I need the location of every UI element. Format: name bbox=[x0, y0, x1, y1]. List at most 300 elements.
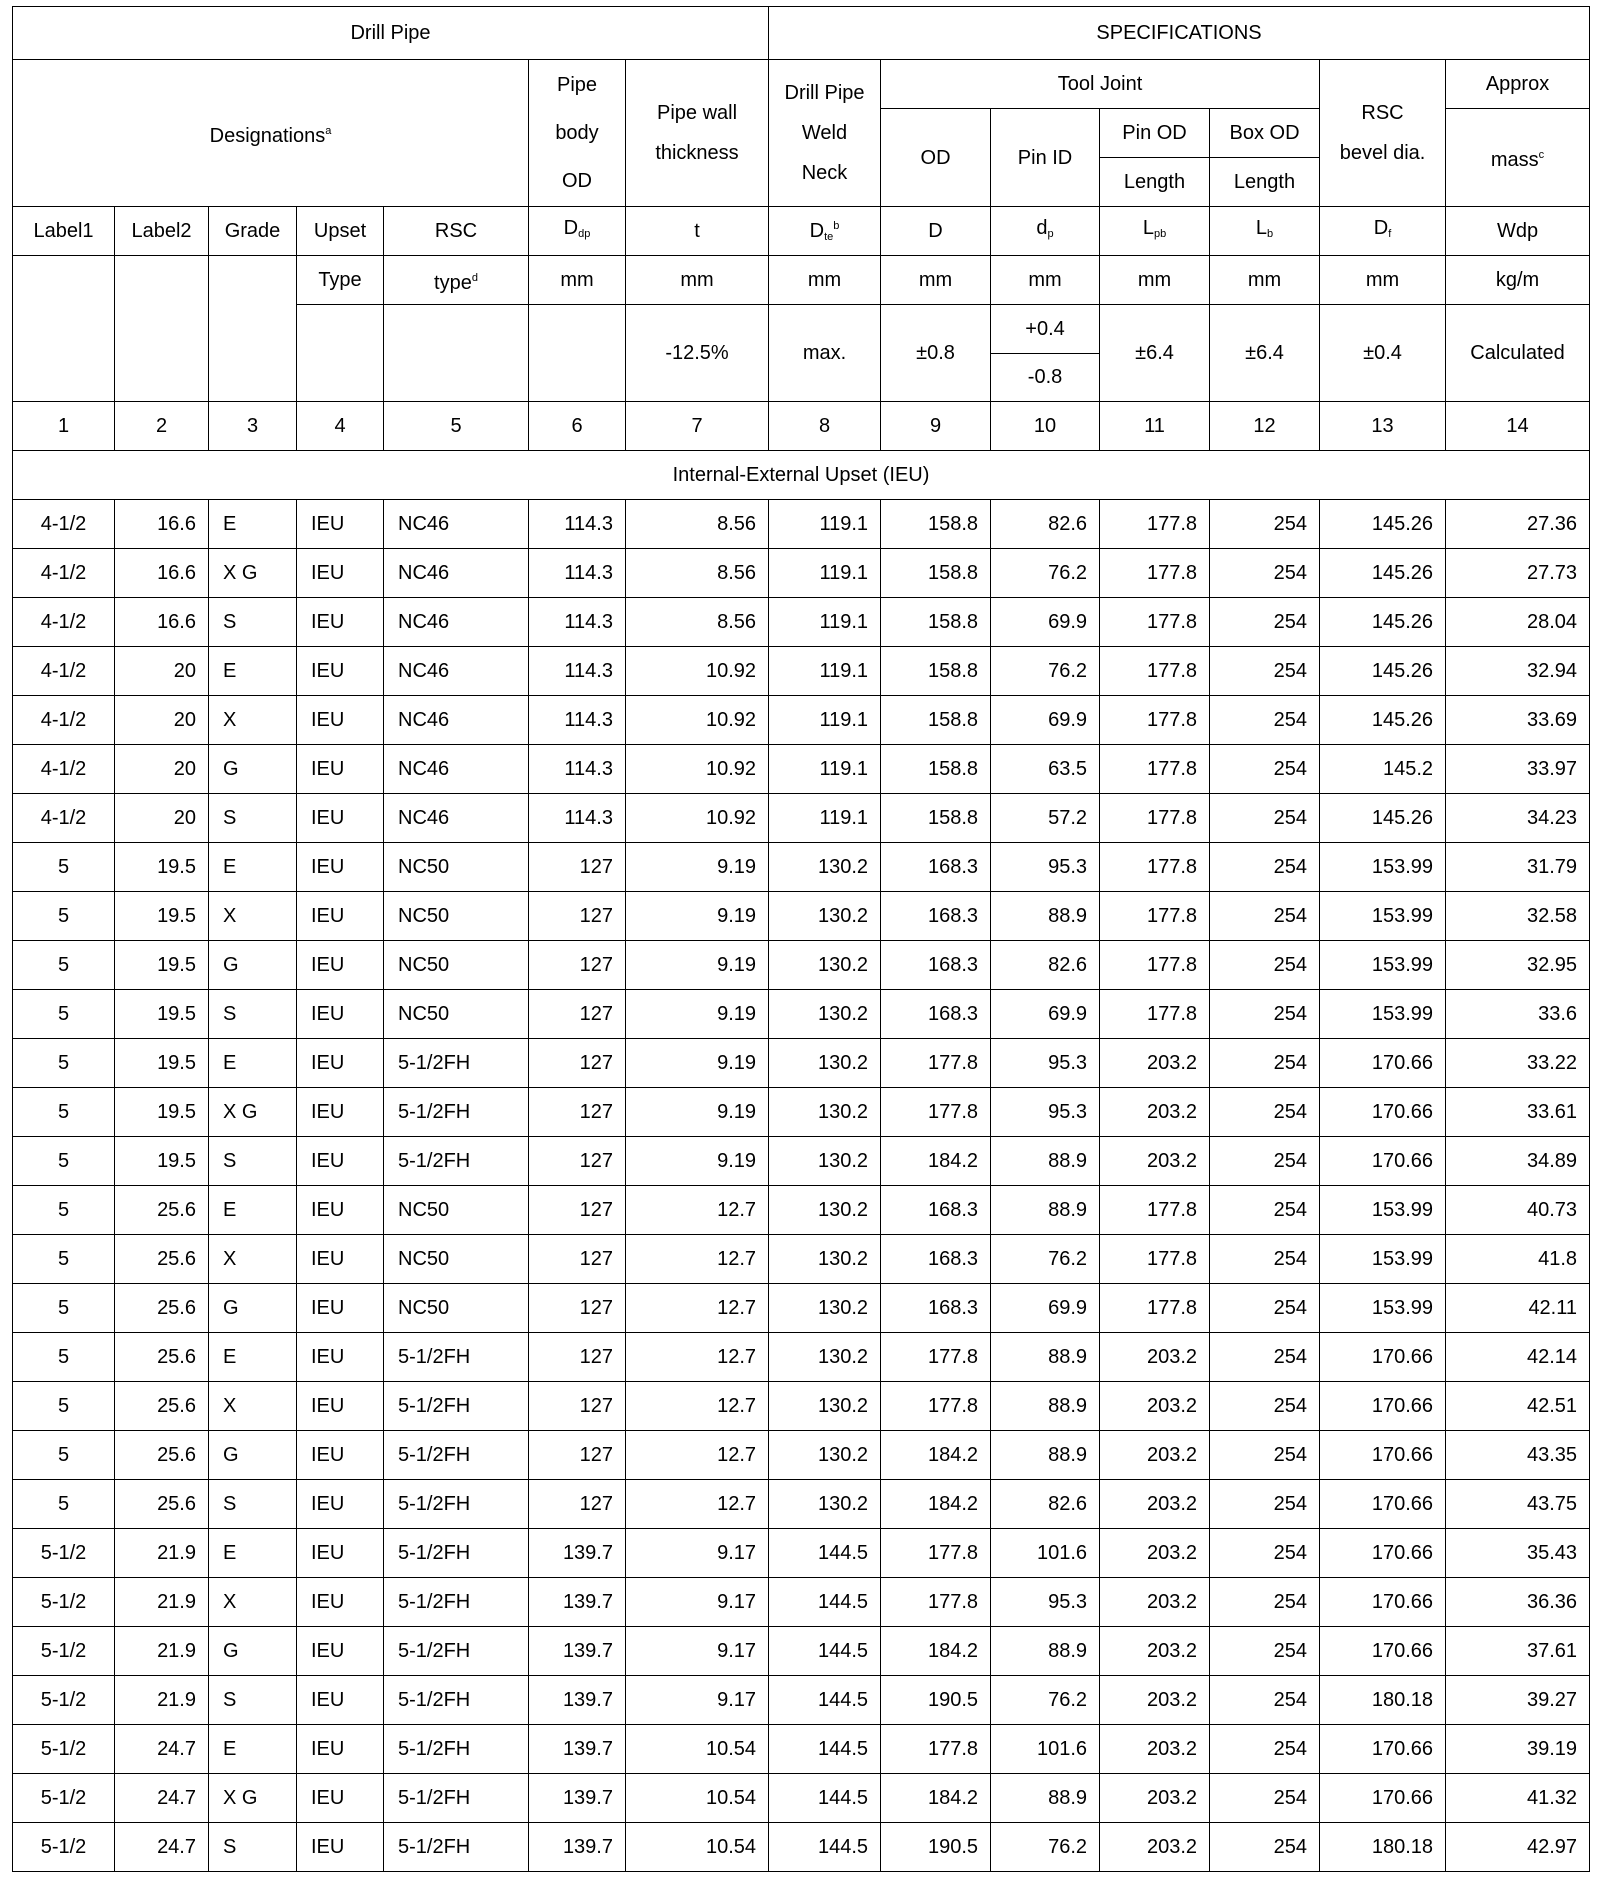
cell-pin-id: 95.3 bbox=[991, 1578, 1100, 1627]
cell-pin-od-length: 177.8 bbox=[1100, 745, 1210, 794]
cell-label2: 21.9 bbox=[115, 1627, 209, 1676]
cell-label2: 19.5 bbox=[115, 843, 209, 892]
cell-pin-id: 76.2 bbox=[991, 1676, 1100, 1725]
cell-pipe-body-od: 114.3 bbox=[529, 549, 626, 598]
cell-label1: 5-1/2 bbox=[13, 1676, 115, 1725]
cell-approx-mass: 32.58 bbox=[1446, 892, 1590, 941]
cell-approx-mass: 41.32 bbox=[1446, 1774, 1590, 1823]
cell-label1: 4-1/2 bbox=[13, 647, 115, 696]
table-body bbox=[13, 500, 1590, 1872]
cell-pin-od-length: 177.8 bbox=[1100, 549, 1210, 598]
cell-rsc-type: NC46 bbox=[384, 598, 529, 647]
cell-grade: S bbox=[209, 794, 297, 843]
cell-approx-mass: 32.94 bbox=[1446, 647, 1590, 696]
cell-wall-thickness: 9.17 bbox=[626, 1676, 769, 1725]
cell-tool-joint-od: 177.8 bbox=[881, 1529, 991, 1578]
cell-label2: 19.5 bbox=[115, 892, 209, 941]
column-number: 12 bbox=[1210, 402, 1320, 451]
cell-upset: IEU bbox=[297, 794, 384, 843]
tol-c10-minus: -0.8 bbox=[1027, 365, 1063, 388]
cell-pin-od-length: 203.2 bbox=[1100, 1774, 1210, 1823]
cell-label1: 5 bbox=[13, 892, 115, 941]
cell-wall-thickness: 10.92 bbox=[626, 696, 769, 745]
cell-pin-od-length: 177.8 bbox=[1100, 1284, 1210, 1333]
cell-pipe-body-od: 139.7 bbox=[529, 1823, 626, 1872]
cell-box-od-length: 254 bbox=[1210, 1725, 1320, 1774]
cell-pipe-body-od: 127 bbox=[529, 892, 626, 941]
table-row bbox=[13, 941, 1590, 990]
rsc-heading: RSC bbox=[384, 207, 529, 256]
cell-wall-thickness: 10.92 bbox=[626, 745, 769, 794]
cell-pipe-body-od: 127 bbox=[529, 1333, 626, 1382]
cell-label1: 5 bbox=[13, 1039, 115, 1088]
cell-pipe-body-od: 127 bbox=[529, 1137, 626, 1186]
cell-wall-thickness: 9.17 bbox=[626, 1529, 769, 1578]
unit-c14: kg/m bbox=[1446, 256, 1590, 305]
cell-tool-joint-od: 177.8 bbox=[881, 1725, 991, 1774]
table-row bbox=[13, 1039, 1590, 1088]
box-od-heading: Box OD bbox=[1210, 109, 1320, 158]
cell-tool-joint-od: 158.8 bbox=[881, 794, 991, 843]
cell-pin-id: 82.6 bbox=[991, 1480, 1100, 1529]
cell-wall-thickness: 9.19 bbox=[626, 892, 769, 941]
cell-pin-od-length: 203.2 bbox=[1100, 1529, 1210, 1578]
weld-neck-line-3: Neck bbox=[801, 162, 848, 184]
cell-pin-od-length: 203.2 bbox=[1100, 1823, 1210, 1872]
cell-rsc-bevel-dia: 170.66 bbox=[1320, 1725, 1446, 1774]
rsc-tol-blank bbox=[384, 305, 529, 402]
pipe-wall-thickness-line-1: Pipe wall bbox=[656, 102, 738, 124]
cell-approx-mass: 40.73 bbox=[1446, 1186, 1590, 1235]
cell-approx-mass: 33.69 bbox=[1446, 696, 1590, 745]
cell-grade: X bbox=[209, 696, 297, 745]
cell-weld-neck-od: 130.2 bbox=[769, 843, 881, 892]
cell-label2: 24.7 bbox=[115, 1725, 209, 1774]
table-header bbox=[13, 7, 1590, 500]
cell-grade: X bbox=[209, 1235, 297, 1284]
designations-label: Designations bbox=[209, 124, 326, 147]
cell-tool-joint-od: 177.8 bbox=[881, 1333, 991, 1382]
cell-box-od-length: 254 bbox=[1210, 696, 1320, 745]
cell-tool-joint-od: 168.3 bbox=[881, 1186, 991, 1235]
specifications-heading: SPECIFICATIONS bbox=[769, 7, 1590, 60]
t-symbol: t bbox=[626, 207, 769, 256]
cell-grade: E bbox=[209, 1333, 297, 1382]
cell-pin-id: 88.9 bbox=[991, 1137, 1100, 1186]
table-row bbox=[13, 1823, 1590, 1872]
cell-upset: IEU bbox=[297, 696, 384, 745]
cell-pipe-body-od: 127 bbox=[529, 1186, 626, 1235]
cell-pipe-body-od: 139.7 bbox=[529, 1676, 626, 1725]
cell-label1: 4-1/2 bbox=[13, 794, 115, 843]
cell-label2: 20 bbox=[115, 647, 209, 696]
cell-grade: X G bbox=[209, 1088, 297, 1137]
cell-approx-mass: 34.89 bbox=[1446, 1137, 1590, 1186]
cell-tool-joint-od: 158.8 bbox=[881, 647, 991, 696]
cell-label2: 25.6 bbox=[115, 1235, 209, 1284]
cell-approx-mass: 34.23 bbox=[1446, 794, 1590, 843]
cell-label2: 25.6 bbox=[115, 1480, 209, 1529]
cell-box-od-length: 254 bbox=[1210, 1039, 1320, 1088]
cell-rsc-bevel-dia: 170.66 bbox=[1320, 1529, 1446, 1578]
cell-wall-thickness: 9.19 bbox=[626, 843, 769, 892]
cell-label1: 4-1/2 bbox=[13, 745, 115, 794]
dte-symbol bbox=[769, 207, 881, 256]
cell-grade: E bbox=[209, 843, 297, 892]
cell-wall-thickness: 9.19 bbox=[626, 941, 769, 990]
cell-rsc-type: NC50 bbox=[384, 941, 529, 990]
column-number: 10 bbox=[991, 402, 1100, 451]
cell-tool-joint-od: 184.2 bbox=[881, 1137, 991, 1186]
cell-weld-neck-od: 119.1 bbox=[769, 549, 881, 598]
table-row bbox=[13, 1578, 1590, 1627]
lpb-symbol bbox=[1100, 207, 1210, 256]
cell-pipe-body-od: 127 bbox=[529, 843, 626, 892]
cell-pin-id: 88.9 bbox=[991, 1186, 1100, 1235]
cell-approx-mass: 41.8 bbox=[1446, 1235, 1590, 1284]
tol-c14: Calculated bbox=[1446, 305, 1590, 402]
tol-c7: -12.5% bbox=[626, 305, 769, 402]
pipe-wall-thickness-heading bbox=[626, 60, 769, 207]
cell-weld-neck-od: 130.2 bbox=[769, 1137, 881, 1186]
cell-pipe-body-od: 139.7 bbox=[529, 1725, 626, 1774]
cell-rsc-bevel-dia: 153.99 bbox=[1320, 1235, 1446, 1284]
cell-weld-neck-od: 144.5 bbox=[769, 1676, 881, 1725]
cell-upset: IEU bbox=[297, 1333, 384, 1382]
cell-pin-id: 76.2 bbox=[991, 647, 1100, 696]
cell-upset: IEU bbox=[297, 549, 384, 598]
cell-grade: S bbox=[209, 1676, 297, 1725]
tol-c9: ±0.8 bbox=[881, 305, 991, 402]
cell-rsc-type: 5-1/2FH bbox=[384, 1431, 529, 1480]
cell-label2: 21.9 bbox=[115, 1676, 209, 1725]
cell-upset: IEU bbox=[297, 941, 384, 990]
cell-weld-neck-od: 144.5 bbox=[769, 1774, 881, 1823]
cell-approx-mass: 42.11 bbox=[1446, 1284, 1590, 1333]
cell-box-od-length: 254 bbox=[1210, 843, 1320, 892]
cell-label1: 4-1/2 bbox=[13, 549, 115, 598]
label2-unit-blank bbox=[115, 256, 209, 402]
cell-wall-thickness: 12.7 bbox=[626, 1382, 769, 1431]
table-row bbox=[13, 990, 1590, 1039]
cell-rsc-type: 5-1/2FH bbox=[384, 1627, 529, 1676]
column-number: 7 bbox=[626, 402, 769, 451]
cell-rsc-bevel-dia: 170.66 bbox=[1320, 1088, 1446, 1137]
designations-footnote-mark: a bbox=[325, 124, 332, 137]
label2-heading: Label2 bbox=[115, 207, 209, 256]
lb-symbol-base: L bbox=[1255, 217, 1268, 239]
cell-weld-neck-od: 144.5 bbox=[769, 1627, 881, 1676]
grade-unit-blank bbox=[209, 256, 297, 402]
table-row bbox=[13, 1627, 1590, 1676]
cell-upset: IEU bbox=[297, 1725, 384, 1774]
cell-label1: 4-1/2 bbox=[13, 500, 115, 549]
cell-weld-neck-od: 130.2 bbox=[769, 1039, 881, 1088]
cell-upset: IEU bbox=[297, 990, 384, 1039]
cell-box-od-length: 254 bbox=[1210, 1137, 1320, 1186]
cell-label1: 4-1/2 bbox=[13, 598, 115, 647]
cell-wall-thickness: 12.7 bbox=[626, 1284, 769, 1333]
drill-pipe-heading: Drill Pipe bbox=[13, 7, 769, 60]
unit-c7: mm bbox=[626, 256, 769, 305]
lb-symbol bbox=[1210, 207, 1320, 256]
cell-pin-od-length: 203.2 bbox=[1100, 1137, 1210, 1186]
cell-box-od-length: 254 bbox=[1210, 794, 1320, 843]
cell-wall-thickness: 9.19 bbox=[626, 1088, 769, 1137]
cell-label2: 24.7 bbox=[115, 1823, 209, 1872]
header-group-row bbox=[13, 7, 1590, 60]
cell-label2: 21.9 bbox=[115, 1529, 209, 1578]
cell-approx-mass: 37.61 bbox=[1446, 1627, 1590, 1676]
cell-tool-joint-od: 190.5 bbox=[881, 1823, 991, 1872]
weld-neck-line-1: Drill Pipe bbox=[784, 82, 865, 104]
cell-label2: 20 bbox=[115, 696, 209, 745]
cell-grade: E bbox=[209, 1039, 297, 1088]
cell-pin-od-length: 203.2 bbox=[1100, 1480, 1210, 1529]
cell-upset: IEU bbox=[297, 1137, 384, 1186]
cell-pin-id: 76.2 bbox=[991, 1235, 1100, 1284]
dte-symbol-base: D bbox=[809, 219, 825, 242]
cell-grade: G bbox=[209, 941, 297, 990]
cell-pipe-body-od: 139.7 bbox=[529, 1529, 626, 1578]
cell-wall-thickness: 12.7 bbox=[626, 1235, 769, 1284]
cell-approx-mass: 39.19 bbox=[1446, 1725, 1590, 1774]
cell-label1: 5 bbox=[13, 941, 115, 990]
cell-rsc-type: 5-1/2FH bbox=[384, 1529, 529, 1578]
cell-label2: 19.5 bbox=[115, 1088, 209, 1137]
cell-weld-neck-od: 119.1 bbox=[769, 794, 881, 843]
cell-pin-od-length: 177.8 bbox=[1100, 794, 1210, 843]
cell-rsc-type: 5-1/2FH bbox=[384, 1039, 529, 1088]
cell-rsc-bevel-dia: 145.26 bbox=[1320, 549, 1446, 598]
table-row bbox=[13, 1235, 1590, 1284]
cell-rsc-type: 5-1/2FH bbox=[384, 1137, 529, 1186]
cell-rsc-bevel-dia: 170.66 bbox=[1320, 1333, 1446, 1382]
cell-label2: 25.6 bbox=[115, 1382, 209, 1431]
cell-weld-neck-od: 144.5 bbox=[769, 1725, 881, 1774]
cell-label1: 5 bbox=[13, 1480, 115, 1529]
cell-pin-id: 88.9 bbox=[991, 1627, 1100, 1676]
cell-approx-mass: 36.36 bbox=[1446, 1578, 1590, 1627]
drill-pipe-spec-table bbox=[12, 6, 1590, 1872]
cell-rsc-bevel-dia: 170.66 bbox=[1320, 1382, 1446, 1431]
cell-pin-id: 69.9 bbox=[991, 990, 1100, 1039]
cell-pipe-body-od: 127 bbox=[529, 1235, 626, 1284]
cell-upset: IEU bbox=[297, 1186, 384, 1235]
cell-label1: 5-1/2 bbox=[13, 1529, 115, 1578]
cell-pipe-body-od: 139.7 bbox=[529, 1578, 626, 1627]
cell-label2: 25.6 bbox=[115, 1333, 209, 1382]
cell-wall-thickness: 10.92 bbox=[626, 794, 769, 843]
cell-approx-mass: 33.61 bbox=[1446, 1088, 1590, 1137]
cell-label2: 25.6 bbox=[115, 1186, 209, 1235]
section-row bbox=[13, 451, 1590, 500]
symbol-row bbox=[13, 207, 1590, 256]
cell-pin-id: 63.5 bbox=[991, 745, 1100, 794]
table-row bbox=[13, 1480, 1590, 1529]
table-row bbox=[13, 843, 1590, 892]
ddp-symbol-sub: dp bbox=[578, 228, 591, 240]
cell-pipe-body-od: 114.3 bbox=[529, 794, 626, 843]
cell-rsc-bevel-dia: 145.26 bbox=[1320, 500, 1446, 549]
cell-upset: IEU bbox=[297, 843, 384, 892]
cell-weld-neck-od: 144.5 bbox=[769, 1578, 881, 1627]
weld-neck-heading bbox=[769, 60, 881, 207]
cell-weld-neck-od: 119.1 bbox=[769, 696, 881, 745]
cell-box-od-length: 254 bbox=[1210, 1627, 1320, 1676]
pin-od-length-heading: Length bbox=[1100, 158, 1210, 207]
cell-approx-mass: 33.22 bbox=[1446, 1039, 1590, 1088]
cell-wall-thickness: 8.56 bbox=[626, 549, 769, 598]
cell-upset: IEU bbox=[297, 1578, 384, 1627]
cell-approx-mass: 35.43 bbox=[1446, 1529, 1590, 1578]
cell-rsc-bevel-dia: 145.26 bbox=[1320, 647, 1446, 696]
cell-label2: 21.9 bbox=[115, 1578, 209, 1627]
unit-c12: mm bbox=[1210, 256, 1320, 305]
cell-grade: X bbox=[209, 892, 297, 941]
cell-wall-thickness: 12.7 bbox=[626, 1431, 769, 1480]
cell-rsc-type: 5-1/2FH bbox=[384, 1382, 529, 1431]
pipe-body-od-line-2: body bbox=[555, 122, 599, 144]
cell-box-od-length: 254 bbox=[1210, 1235, 1320, 1284]
cell-grade: X bbox=[209, 1382, 297, 1431]
unit-row bbox=[13, 256, 1590, 305]
cell-rsc-type: NC50 bbox=[384, 892, 529, 941]
cell-tool-joint-od: 184.2 bbox=[881, 1774, 991, 1823]
cell-tool-joint-od: 158.8 bbox=[881, 549, 991, 598]
pipe-body-od-heading bbox=[529, 60, 626, 207]
cell-pin-id: 57.2 bbox=[991, 794, 1100, 843]
table-row bbox=[13, 1774, 1590, 1823]
cell-label2: 20 bbox=[115, 794, 209, 843]
cell-wall-thickness: 10.54 bbox=[626, 1774, 769, 1823]
ddp-symbol bbox=[529, 207, 626, 256]
cell-rsc-type: NC46 bbox=[384, 794, 529, 843]
cell-rsc-bevel-dia: 153.99 bbox=[1320, 892, 1446, 941]
df-symbol bbox=[1320, 207, 1446, 256]
cell-box-od-length: 254 bbox=[1210, 1382, 1320, 1431]
cell-box-od-length: 254 bbox=[1210, 990, 1320, 1039]
cell-weld-neck-od: 130.2 bbox=[769, 1333, 881, 1382]
cell-grade: G bbox=[209, 1627, 297, 1676]
wdp-symbol: Wdp bbox=[1446, 207, 1590, 256]
cell-pin-id: 88.9 bbox=[991, 892, 1100, 941]
cell-grade: E bbox=[209, 1186, 297, 1235]
cell-rsc-type: 5-1/2FH bbox=[384, 1676, 529, 1725]
cell-tool-joint-od: 168.3 bbox=[881, 1284, 991, 1333]
cell-label1: 5-1/2 bbox=[13, 1823, 115, 1872]
unit-c6: mm bbox=[529, 256, 626, 305]
cell-approx-mass: 42.97 bbox=[1446, 1823, 1590, 1872]
cell-weld-neck-od: 119.1 bbox=[769, 500, 881, 549]
cell-rsc-type: 5-1/2FH bbox=[384, 1333, 529, 1382]
cell-box-od-length: 254 bbox=[1210, 598, 1320, 647]
cell-rsc-type: 5-1/2FH bbox=[384, 1823, 529, 1872]
pin-id-heading: Pin ID bbox=[991, 109, 1100, 207]
cell-grade: G bbox=[209, 745, 297, 794]
cell-tool-joint-od: 184.2 bbox=[881, 1627, 991, 1676]
cell-pin-od-length: 203.2 bbox=[1100, 1627, 1210, 1676]
cell-pipe-body-od: 127 bbox=[529, 1382, 626, 1431]
table-row bbox=[13, 1529, 1590, 1578]
cell-weld-neck-od: 130.2 bbox=[769, 1235, 881, 1284]
cell-rsc-type: 5-1/2FH bbox=[384, 1725, 529, 1774]
cell-approx-mass: 28.04 bbox=[1446, 598, 1590, 647]
dp-symbol bbox=[991, 207, 1100, 256]
cell-pin-id: 95.3 bbox=[991, 1088, 1100, 1137]
cell-weld-neck-od: 130.2 bbox=[769, 1186, 881, 1235]
cell-rsc-bevel-dia: 145.26 bbox=[1320, 696, 1446, 745]
cell-box-od-length: 254 bbox=[1210, 1333, 1320, 1382]
cell-upset: IEU bbox=[297, 892, 384, 941]
table-row bbox=[13, 1088, 1590, 1137]
cell-grade: G bbox=[209, 1284, 297, 1333]
cell-pin-od-length: 177.8 bbox=[1100, 500, 1210, 549]
cell-tool-joint-od: 168.3 bbox=[881, 990, 991, 1039]
cell-wall-thickness: 9.17 bbox=[626, 1578, 769, 1627]
cell-pin-od-length: 177.8 bbox=[1100, 1186, 1210, 1235]
cell-approx-mass: 42.51 bbox=[1446, 1382, 1590, 1431]
column-number: 13 bbox=[1320, 402, 1446, 451]
dte-footnote-mark: b bbox=[833, 219, 840, 232]
cell-pin-id: 76.2 bbox=[991, 549, 1100, 598]
pipe-od-tol-blank bbox=[529, 305, 626, 402]
rsc-type-text: type bbox=[434, 271, 472, 294]
cell-pin-id: 76.2 bbox=[991, 1823, 1100, 1872]
cell-tool-joint-od: 168.3 bbox=[881, 892, 991, 941]
cell-grade: X G bbox=[209, 1774, 297, 1823]
lpb-symbol-sub: pb bbox=[1153, 228, 1167, 240]
cell-wall-thickness: 12.7 bbox=[626, 1480, 769, 1529]
cell-approx-mass: 43.75 bbox=[1446, 1480, 1590, 1529]
cell-wall-thickness: 12.7 bbox=[626, 1186, 769, 1235]
cell-pin-id: 82.6 bbox=[991, 941, 1100, 990]
cell-rsc-bevel-dia: 170.66 bbox=[1320, 1137, 1446, 1186]
cell-pin-od-length: 177.8 bbox=[1100, 1235, 1210, 1284]
pin-od-heading: Pin OD bbox=[1100, 109, 1210, 158]
cell-box-od-length: 254 bbox=[1210, 500, 1320, 549]
cell-rsc-type: NC50 bbox=[384, 1235, 529, 1284]
tol-c13: ±0.4 bbox=[1320, 305, 1446, 402]
cell-wall-thickness: 10.54 bbox=[626, 1725, 769, 1774]
cell-rsc-bevel-dia: 180.18 bbox=[1320, 1823, 1446, 1872]
cell-rsc-type: NC50 bbox=[384, 843, 529, 892]
mass-label: mass bbox=[1490, 149, 1539, 171]
cell-upset: IEU bbox=[297, 1382, 384, 1431]
grade-heading: Grade bbox=[209, 207, 297, 256]
cell-box-od-length: 254 bbox=[1210, 1186, 1320, 1235]
upset-tol-blank bbox=[297, 305, 384, 402]
cell-grade: X G bbox=[209, 549, 297, 598]
cell-tool-joint-od: 158.8 bbox=[881, 745, 991, 794]
column-number: 2 bbox=[115, 402, 209, 451]
cell-upset: IEU bbox=[297, 1039, 384, 1088]
rsc-type-label bbox=[384, 256, 529, 305]
unit-c8: mm bbox=[769, 256, 881, 305]
df-symbol-sub: f bbox=[1388, 228, 1392, 240]
cell-box-od-length: 254 bbox=[1210, 1284, 1320, 1333]
table-row bbox=[13, 598, 1590, 647]
cell-weld-neck-od: 130.2 bbox=[769, 990, 881, 1039]
tol-c10-plus: +0.4 bbox=[991, 306, 1099, 354]
tool-joint-heading: Tool Joint bbox=[881, 60, 1320, 109]
cell-wall-thickness: 10.54 bbox=[626, 1823, 769, 1872]
rsc-bevel-line-2: bevel dia. bbox=[1339, 142, 1426, 164]
cell-label2: 24.7 bbox=[115, 1774, 209, 1823]
cell-rsc-bevel-dia: 170.66 bbox=[1320, 1627, 1446, 1676]
cell-pin-id: 69.9 bbox=[991, 1284, 1100, 1333]
cell-upset: IEU bbox=[297, 1823, 384, 1872]
